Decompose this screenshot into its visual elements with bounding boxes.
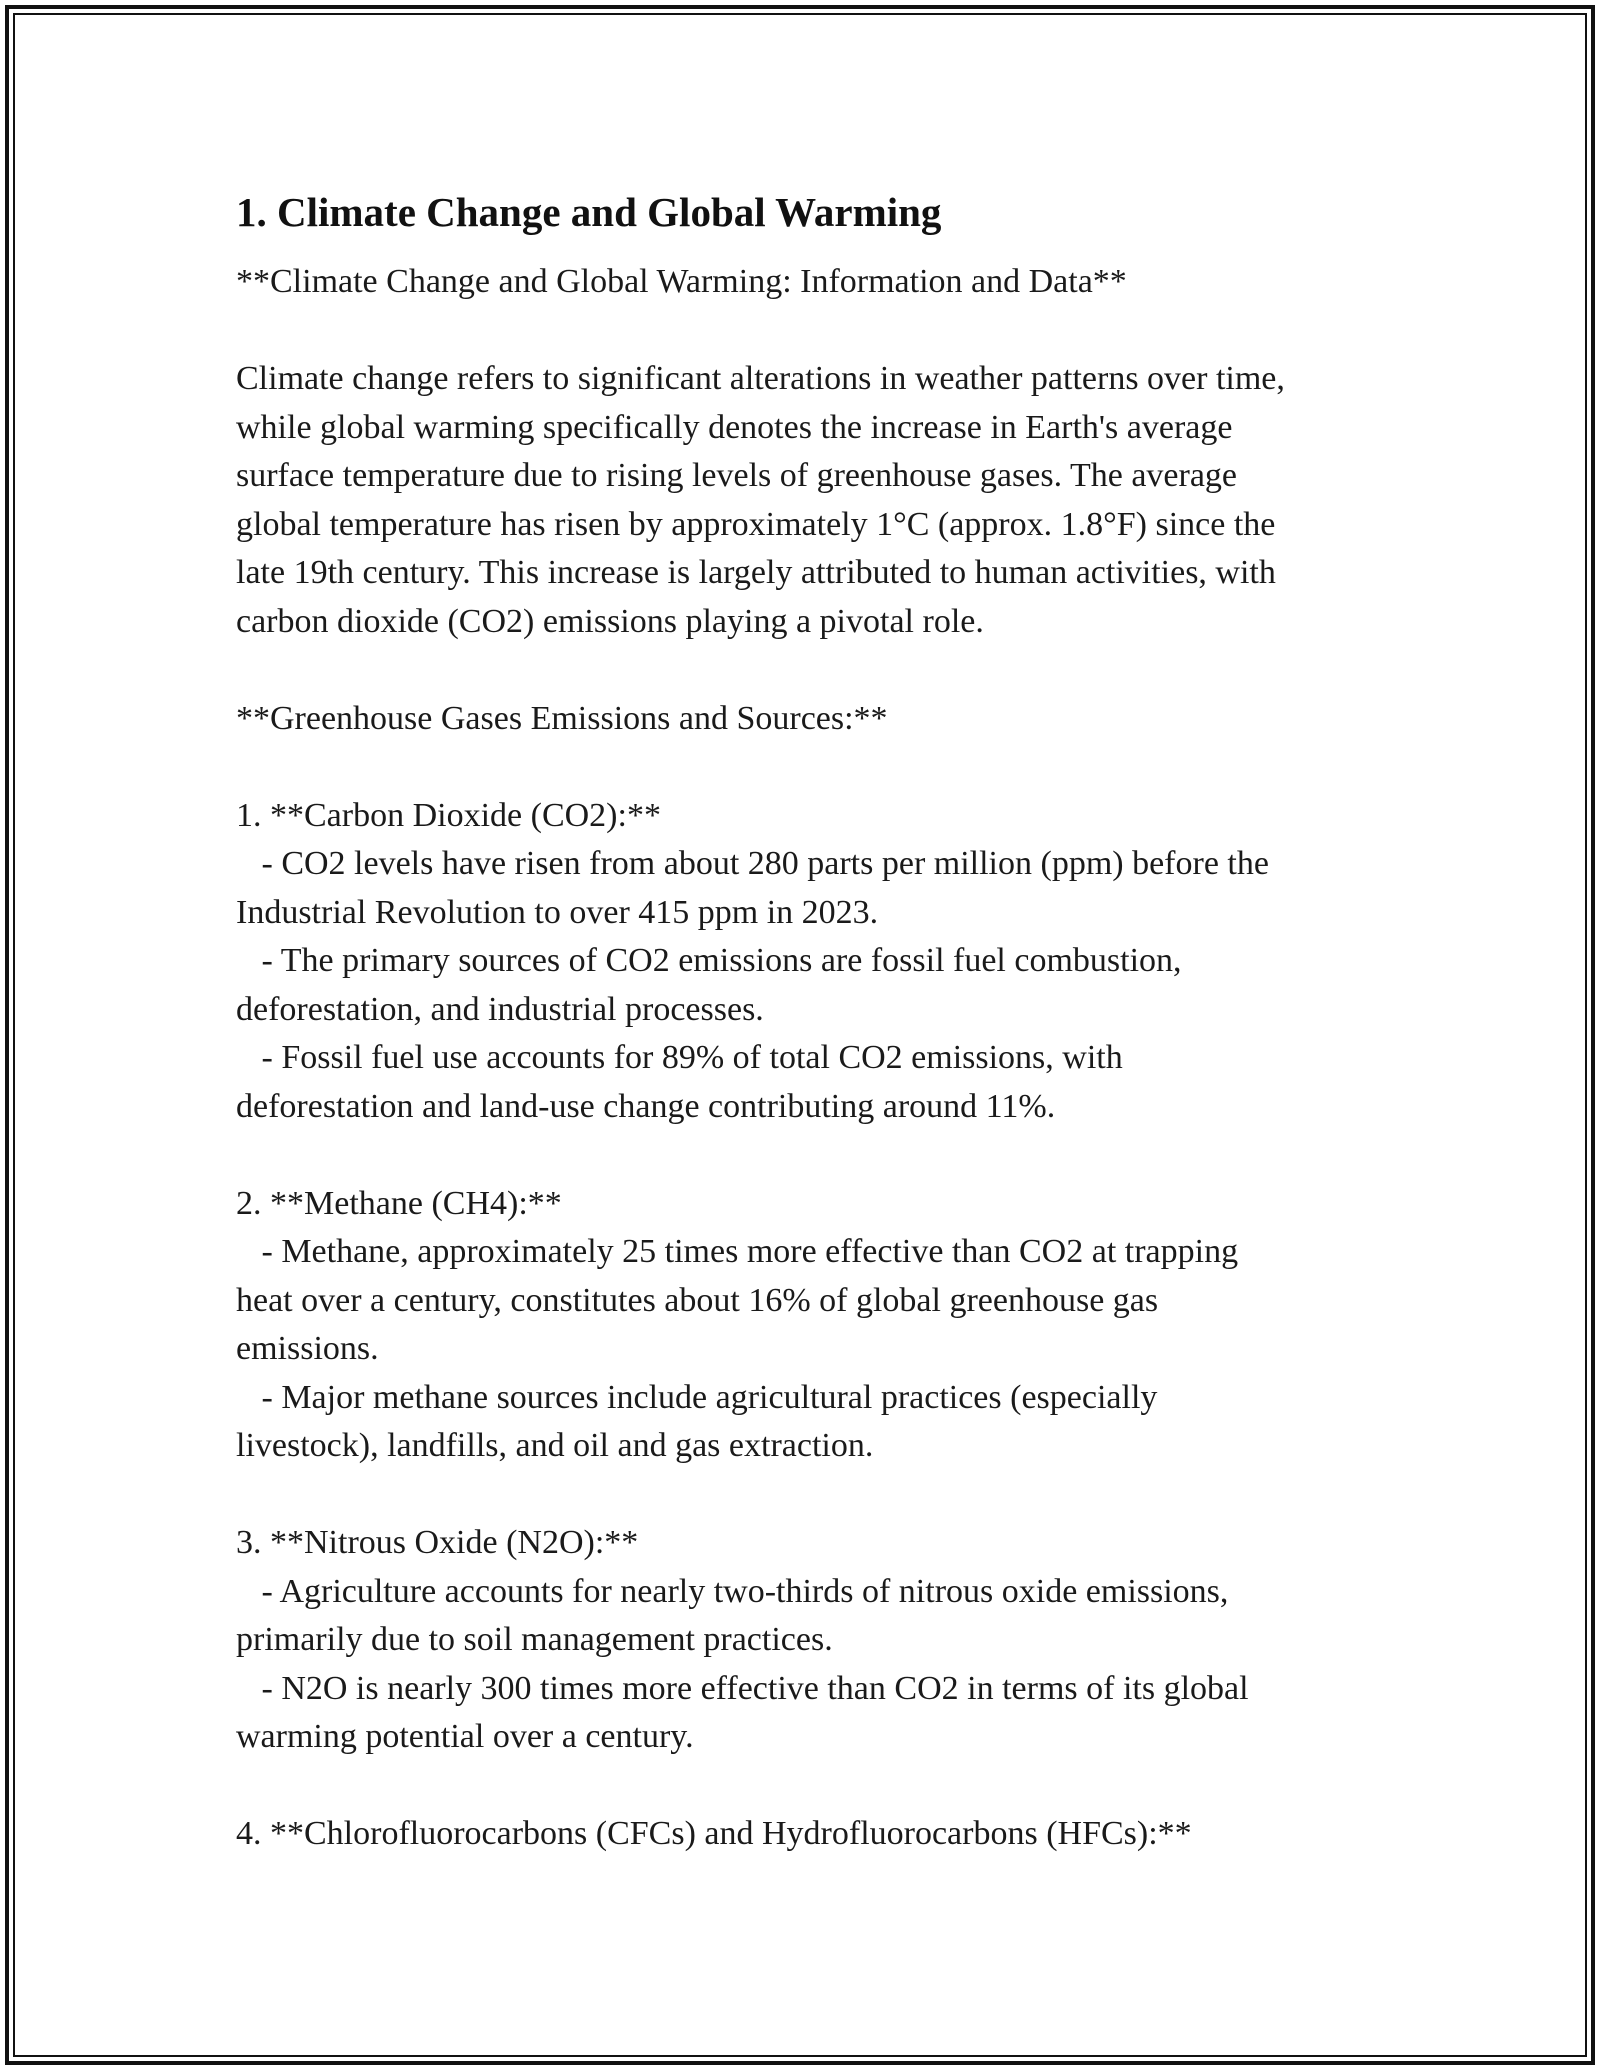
text-line: carbon dioxide (CO2) emissions playing a pivotal role. — [236, 602, 984, 640]
text-line: surface temperature due to rising levels of greenhouse gases. The average — [236, 457, 1238, 494]
text-line: **Climate Change and Global Warming: Information and Data** — [236, 263, 1127, 300]
text-line — [236, 1471, 1396, 1520]
text-line: 2. **Methane (CH4):** — [236, 1184, 562, 1222]
text-line: - Fossil fuel use accounts for 89% of total CO2 emissions, with — [236, 1039, 1123, 1076]
text-line: - N2O is nearly 300 times more effective than CO2 in terms of its global — [236, 1669, 1249, 1707]
text-line: late 19th century. This increase is largely attributed to human activities, with — [236, 554, 1276, 591]
text-line: livestock), landfills, and oil and gas extraction. — [236, 1427, 874, 1464]
text-line: Climate change refers to significant alterations in weather patterns over time, — [236, 360, 1285, 397]
text-line: - The primary sources of CO2 emissions are fossil fuel combustion, — [236, 942, 1182, 979]
text-line: primarily due to soil management practices. — [236, 1621, 833, 1658]
text-line: - CO2 levels have risen from about 280 parts per million (ppm) before the — [236, 845, 1269, 882]
text-line: 1. **Carbon Dioxide (CO2):** — [236, 796, 661, 834]
text-line: **Greenhouse Gases Emissions and Sources:** — [236, 699, 888, 737]
text-line: 3. **Nitrous Oxide (N2O):** — [236, 1524, 639, 1561]
text-line — [236, 1762, 1396, 1811]
text-line: - Agriculture accounts for nearly two-thirds of nitrous oxide emissions, — [236, 1572, 1229, 1610]
text-line: warming potential over a century. — [236, 1718, 694, 1755]
text-line: - Methane, approximately 25 times more effective than CO2 at trapping — [236, 1233, 1239, 1270]
text-line: emissions. — [236, 1330, 379, 1367]
document-content — [236, 186, 1396, 1859]
text-line: deforestation, and industrial processes. — [236, 990, 764, 1028]
text-line: - Major methane sources include agricultural practices (especially — [236, 1378, 1158, 1416]
text-line — [236, 1131, 1396, 1180]
text-line — [236, 646, 1396, 695]
text-line — [236, 743, 1396, 792]
text-line: global temperature has risen by approximately 1°C (approx. 1.8°F) since the — [236, 505, 1276, 543]
text-line: Industrial Revolution to over 415 ppm in 2023. — [236, 893, 879, 931]
text-line: deforestation and land-use change contributing around 11%. — [236, 1087, 1056, 1125]
text-line: while global warming specifically denotes the increase in Earth's average — [236, 408, 1233, 446]
text-line: heat over a century, constitutes about 16% of global greenhouse gas — [236, 1281, 1159, 1319]
text-line: 4. **Chlorofluorocarbons (CFCs) and Hydrofluorocarbons (HFCs):** — [236, 1815, 1192, 1852]
document-heading: 1. Climate Change and Global Warming — [236, 189, 942, 235]
document-body — [236, 258, 1396, 1859]
text-line — [236, 307, 1396, 356]
